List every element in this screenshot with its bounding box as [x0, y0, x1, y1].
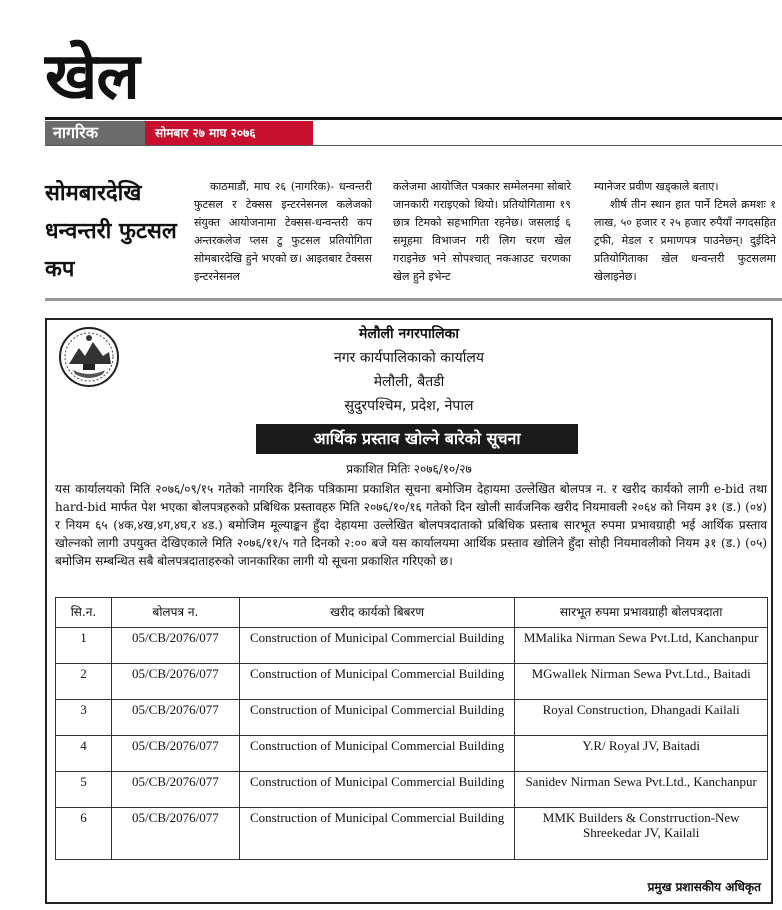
office-location: मेलौली, बैतडी	[373, 374, 445, 390]
serial-number: 2	[56, 664, 112, 700]
table-row	[56, 700, 768, 736]
work-description: Construction of Municipal Commercial Building	[239, 664, 515, 700]
bidder-name: MGwallek Nirman Sewa Pvt.Ltd., Baitadi	[515, 664, 768, 700]
published-date: प्रकाशित मितिः २०७६/१०/२७	[346, 462, 472, 476]
column-header: सारभूत रुपमा प्रभावग्राही बोलपत्रदाता	[515, 598, 768, 628]
bid-number: 05/CB/2076/077	[111, 664, 239, 700]
table-row	[56, 664, 768, 700]
work-description: Construction of Municipal Commercial Building	[239, 628, 515, 664]
section-title: खेल	[45, 40, 139, 114]
municipality-name: मेलौली नगरपालिका	[359, 326, 459, 342]
story-column-3-body: शीर्ष तीन स्थान हात पार्ने टिमले क्रमशः १ लाख, ५० हजार र २५ हजार रुपैयाँ नगदसहित ट्रफी, मेडल र प्रमाणपत्र पाउनेछन्। दुईदिने प्रतियोगिताका खेल धन्वन्तरी फुटसलमा खेलाइनेछ।	[594, 198, 776, 283]
notice-title: आर्थिक प्रस्ताव खोल्ने बारेको सूचना	[256, 424, 578, 454]
story-column-2: कलेजमा आयोजित पत्रकार सम्मेलनमा सोबारे जानकारी गराइएको थियो। प्रतियोगितामा १९ छात्र टिमको सहभागिता रहनेछ। जसलाई ६ समूहमा विभाजन गरी लिग चरण खेल गराइनेछ भने सोपश्चात् नकआउट चरणका खेल हुने इभेन्ट	[393, 180, 571, 283]
masthead-rule	[45, 117, 782, 120]
bidder-name: MMK Builders & Constrruction-New Shreekedar JV, Kailali	[515, 808, 768, 860]
column-header: सि.न.	[56, 598, 112, 628]
serial-number: 4	[56, 736, 112, 772]
bid-number: 05/CB/2076/077	[111, 808, 239, 860]
work-description: Construction of Municipal Commercial Building	[239, 772, 515, 808]
bid-number: 05/CB/2076/077	[111, 628, 239, 664]
story-column-3-lead: म्यानेजर प्रवीण खड्काले बताए।	[594, 180, 719, 193]
serial-number: 1	[56, 628, 112, 664]
divider	[45, 145, 782, 146]
column-header: बोलपत्र न.	[111, 598, 239, 628]
notice-body: यस कार्यालयको मिति २०७६/०९/१५ गतेको नागरिक दैनिक पत्रिकामा प्रकाशित सूचना बमोजिम देहायमा उल्लेखित बोलपत्र न. र खरीद कार्यको लागी e-bid तथा hard-bid मार्फत पेश भएका बोलपत्रहरुको प्रबिधिक प्रस्तावहरु मिति २०७६/१०/१६ गतेको दिन खोली सार्वजनिक खरीद नियमावली २०६४ को नियम ३१ (ड.) (०४) र नियम ६५ (४क,४ख,४ग,४घ,र ४ड.) बमोजिम मूल्याङ्कन हुँदा देहायमा उल्लेखित बोलपत्रदाताको प्रबिधिक प्रस्ताब सारभूत रुपमा प्रभावग्राही भई आर्थिक प्रस्ताव खोल्नको लागी उपयुक्त देखिएकाले मिति २०७६/११/५ गते दिनको २:०० बजे यस कार्यालयमा आर्थिक प्रस्ताव खोलिने हुँदा सोही नियमावलीको नियम ३१ (ड.) (०५) बमोजिम सम्बन्धित सबै बोलपत्रदाताहरुको जानकारिका लागी यो सूचना प्रकाशित गरिएको छ।	[55, 482, 767, 568]
masthead-bar	[45, 121, 313, 145]
issue-date: सोमबार २७ माघ २०७६	[145, 121, 313, 145]
divider	[45, 298, 782, 301]
public-notice	[45, 318, 773, 904]
province: सुदुरपश्चिम, प्रदेश, नेपाल	[344, 398, 474, 414]
table-row	[56, 736, 768, 772]
bid-number: 05/CB/2076/077	[111, 700, 239, 736]
table-row	[56, 772, 768, 808]
newspaper-brand: नागरिक	[45, 121, 145, 145]
serial-number: 6	[56, 808, 112, 860]
table-row	[56, 628, 768, 664]
bidder-name: Royal Construction, Dhangadi Kailali	[515, 700, 768, 736]
story-headline: सोमबारदेखि धन्वन्तरी फुटसल कप	[45, 181, 177, 282]
bidder-name: Y.R/ Royal JV, Baitadi	[515, 736, 768, 772]
office-name: नगर कार्यपालिकाको कार्यालय	[334, 350, 484, 366]
serial-number: 5	[56, 772, 112, 808]
serial-number: 3	[56, 700, 112, 736]
bidder-name: MMalika Nirman Sewa Pvt.Ltd, Kanchanpur	[515, 628, 768, 664]
bid-number: 05/CB/2076/077	[111, 736, 239, 772]
work-description: Construction of Municipal Commercial Building	[239, 736, 515, 772]
bidder-name: Sanidev Nirman Sewa Pvt.Ltd., Kanchanpur	[515, 772, 768, 808]
story-column-1: काठमाडौं, माघ २६ (नागरिक)- धन्वन्तरी फुटसल र टेक्सस इन्टरनेसनल कलेजको संयुक्त आयोजनामा टेक्सस-धन्वन्तरी कप अन्तरकलेज प्लस टु फुटसल प्रतियोगिता सोमबारदेखि हुने भएको छ। आइतबार टेक्सस इन्टरनेसनल	[194, 180, 372, 283]
story-column-3	[594, 178, 776, 286]
column-header: खरीद कार्यको बिबरण	[239, 598, 515, 628]
signatory-title: प्रमुख प्रशासकीय अधिकृत	[647, 880, 761, 894]
bidder-table	[55, 597, 768, 860]
table-row	[56, 808, 768, 860]
work-description: Construction of Municipal Commercial Building	[239, 808, 515, 860]
bid-number: 05/CB/2076/077	[111, 772, 239, 808]
table-header-row	[56, 598, 768, 628]
work-description: Construction of Municipal Commercial Building	[239, 700, 515, 736]
